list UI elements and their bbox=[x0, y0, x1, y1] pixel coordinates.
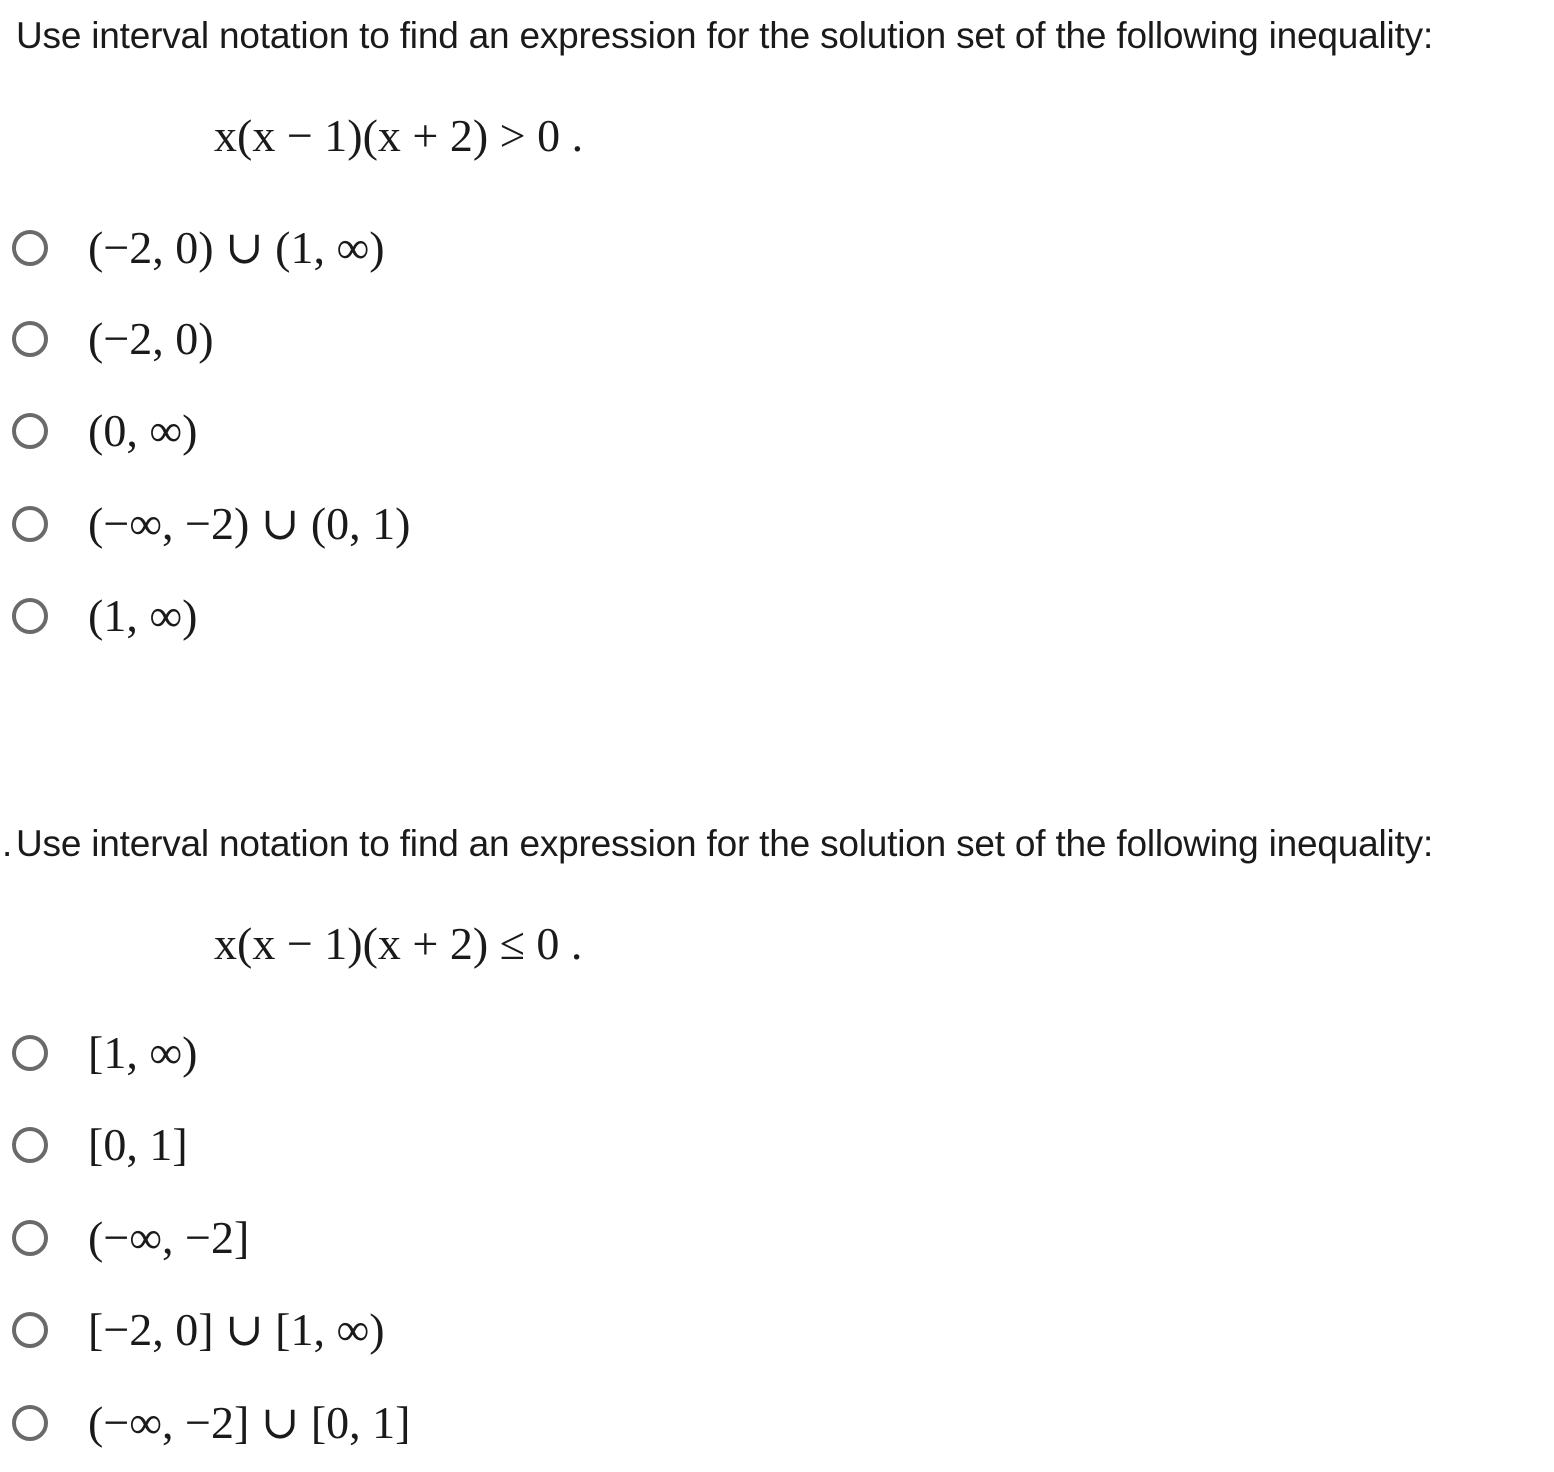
answer-option-4[interactable] bbox=[12, 1295, 385, 1365]
question-prompt: Use interval notation to find an expression for the solution set of the following inequality: bbox=[16, 15, 1434, 56]
radio-button[interactable] bbox=[12, 1127, 48, 1163]
question-prompt: Use interval notation to find an expression for the solution set of the following inequality: bbox=[16, 823, 1434, 864]
question-number-fragment: . bbox=[2, 823, 13, 864]
answer-option-4[interactable] bbox=[12, 489, 411, 559]
inequality-equation: x(x − 1)(x + 2) ≤ 0 . bbox=[214, 918, 583, 969]
answer-option-3[interactable] bbox=[12, 396, 197, 466]
radio-button[interactable] bbox=[12, 321, 48, 357]
radio-button[interactable] bbox=[12, 1035, 48, 1071]
inequality-equation: x(x − 1)(x + 2) > 0 . bbox=[214, 110, 584, 161]
option-label: (−∞, −2) ∪ (0, 1) bbox=[88, 498, 411, 549]
answer-option-1[interactable] bbox=[12, 1018, 197, 1088]
option-label: [1, ∞) bbox=[88, 1027, 198, 1078]
radio-button[interactable] bbox=[12, 230, 48, 266]
answer-option-2[interactable] bbox=[12, 304, 214, 374]
radio-button[interactable] bbox=[12, 413, 48, 449]
option-label: [−2, 0] ∪ [1, ∞) bbox=[88, 1304, 385, 1355]
option-label: (0, ∞) bbox=[88, 405, 198, 456]
option-label: [0, 1] bbox=[88, 1119, 188, 1170]
option-label: (−∞, −2] bbox=[88, 1212, 250, 1263]
answer-option-1[interactable] bbox=[12, 213, 385, 283]
radio-button[interactable] bbox=[12, 598, 48, 634]
radio-button[interactable] bbox=[12, 1220, 48, 1256]
radio-button[interactable] bbox=[12, 1405, 48, 1441]
radio-button[interactable] bbox=[12, 1312, 48, 1348]
answer-option-5[interactable] bbox=[12, 1388, 411, 1458]
option-label: (−∞, −2] ∪ [0, 1] bbox=[88, 1397, 411, 1448]
answer-option-2[interactable] bbox=[12, 1110, 188, 1180]
radio-button[interactable] bbox=[12, 506, 48, 542]
option-label: (1, ∞) bbox=[88, 590, 198, 641]
answer-option-5[interactable] bbox=[12, 581, 197, 651]
option-label: (−2, 0) bbox=[88, 313, 214, 364]
answer-option-3[interactable] bbox=[12, 1203, 249, 1273]
option-label: (−2, 0) ∪ (1, ∞) bbox=[88, 222, 385, 273]
